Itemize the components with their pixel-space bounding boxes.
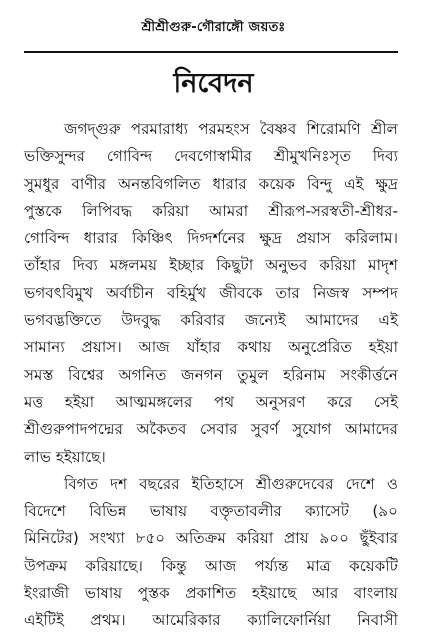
text-line: জগদ্গুরু পরমারাধ্য পরমহংস বৈষ্ণব শিরোমণি শ্রীল — [64, 120, 398, 138]
text-line: ইংরাজী ভাষায় পুস্তক প্রকাশিত হইয়াছে আর বাংলায় — [24, 584, 398, 603]
text-line: মিনিটের) সংখ্যা ৮৫০ অতিক্রম করিয়া প্রায় ৯০০ ছুঁইবার — [24, 529, 398, 548]
text-line: গোবিন্দ ধারার কিঞ্চিৎ দিগ্দর্শনের ক্ষুদ্র প্রয়াস করিলাম। — [24, 229, 398, 248]
text-line: বিদেশে বিভিন্ন ভাষায় বক্তৃতাবলীর ক্যাসেট (৯০ — [24, 502, 398, 521]
text-line: সুমধুর বাণীর অনন্তবিগলিত ধারার কয়েক বিন্দু এই ক্ষুদ্র — [24, 174, 398, 193]
text-line: বিগত দশ বছরের ইতিহাসে শ্রীগুরুদেবের দেশে ও — [64, 474, 398, 493]
text-line: ভগবদ্ভক্তিতে উদবুদ্ধ করিবার জন্যেই আমাদের এই — [24, 311, 398, 330]
text-line: পুস্তকে লিপিবদ্ধ করিয়া আমরা শ্রীরূপ-সরস্বতী-শ্রীধর- — [24, 201, 398, 220]
text-line: ভগবৎবিমুখ অর্বাচীন বহির্মুখ জীবকে তার নিজস্ব সম্পদ — [24, 283, 398, 302]
text-line: সমস্ত বিশ্বের অগনিত জনগন তুমুল হরিনাম সংকীর্ত্তনে — [24, 365, 398, 384]
text-line: ভক্তিসুন্দর গোবিন্দ দেবগোস্বামীর শ্রীমুখনিঃসৃত দিব্য — [24, 147, 398, 166]
paragraph-1 — [24, 116, 398, 471]
text-line: শ্রীগুরুপাদপদ্মের অকৈতব সেবার সুবর্ণ সুযোগ আমাদের — [24, 420, 398, 439]
header-rule — [24, 51, 398, 53]
text-line: লাভ হইয়াছে। — [24, 447, 106, 466]
text-line: উপক্রম করিয়াছে। কিন্তু আজ পর্য্যন্ত মাত্র কয়েকটি — [24, 556, 398, 575]
page-title: নিবেদন — [173, 68, 254, 99]
text-line: সামান্য প্রয়াস। আজ যাঁহার কথায় অনুপ্রেরিত হইয়া — [24, 338, 398, 357]
text-line: মত্ত হইয়া আত্মমঙ্গলের পথ অনুসরণ করে সেই — [24, 392, 398, 411]
body-text — [24, 116, 398, 635]
text-line: তাঁহার দিব্য মঙ্গলময় ইচ্ছার কিছুটা অনুভব করিয়া মাদৃশ — [24, 256, 398, 275]
running-header: শ্রীশ্রীগুরু-গৌরাঙ্গৌ জয়তঃ — [141, 20, 286, 35]
text-line: এইটিই প্রথম। আমেরিকার ক্যালিফোর্নিয়া নিবাসী — [24, 611, 398, 630]
paragraph-2 — [24, 471, 398, 635]
